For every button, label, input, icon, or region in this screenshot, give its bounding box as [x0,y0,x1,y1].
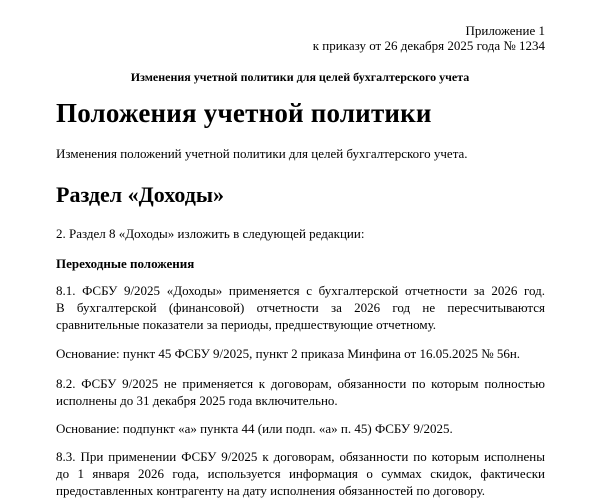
appendix-number: Приложение 1 [465,23,545,38]
section-heading-main: Положения учетной политики [56,98,432,128]
section-heading-income: Раздел «Доходы» [56,182,225,207]
transitional-provisions-heading: Переходные положения [56,256,195,271]
basis-8-2: Основание: подпункт «а» пункта 44 (или подп. «а» п. 45) ФСБУ 9/2025. [56,421,453,436]
appendix-reference [313,23,545,53]
paragraph-line: 8.1. ФСБУ 9/2025 «Доходы» применяется с бухгалтерской отчетности за 2026 год. [56,283,545,298]
paragraph-line: предоставленных контрагенту на дату исполнения обязанностей по договору. [56,483,486,498]
paragraph-line: В бухгалтерской (финансовой) отчетности за 2026 год не пересчитываются [56,300,545,315]
order-reference: к приказу от 26 декабря 2025 года № 1234 [312,38,545,53]
basis-8-1: Основание: пункт 45 ФСБУ 9/2025, пункт 2 приказа Минфина от 16.05.2025 № 56н. [56,346,521,361]
paragraph-8-2 [56,375,545,409]
paragraph-8-1 [56,282,545,333]
paragraph-line: до 1 января 2026 года, используется информация о суммах скидок, фактически [56,466,545,481]
paragraph-8-3 [56,448,545,499]
paragraph-line: исполнены до 31 декабря 2025 года включительно. [56,393,338,408]
section-intro: Изменения положений учетной политики для целей бухгалтерского учета. [56,146,468,161]
paragraph-line: 8.3. При применении ФСБУ 9/2025 к договорам, обязанности по которым исполнены [56,449,545,464]
document-title: Изменения учетной политики для целей бухгалтерского учета [130,70,470,84]
paragraph-line: 8.2. ФСБУ 9/2025 не применяется к договорам, обязанности по которым полностью [56,376,545,391]
paragraph-line: сравнительные показатели за периоды, предшествующие отчетному. [56,317,437,332]
item-2-text: 2. Раздел 8 «Доходы» изложить в следующей редакции: [56,226,365,241]
